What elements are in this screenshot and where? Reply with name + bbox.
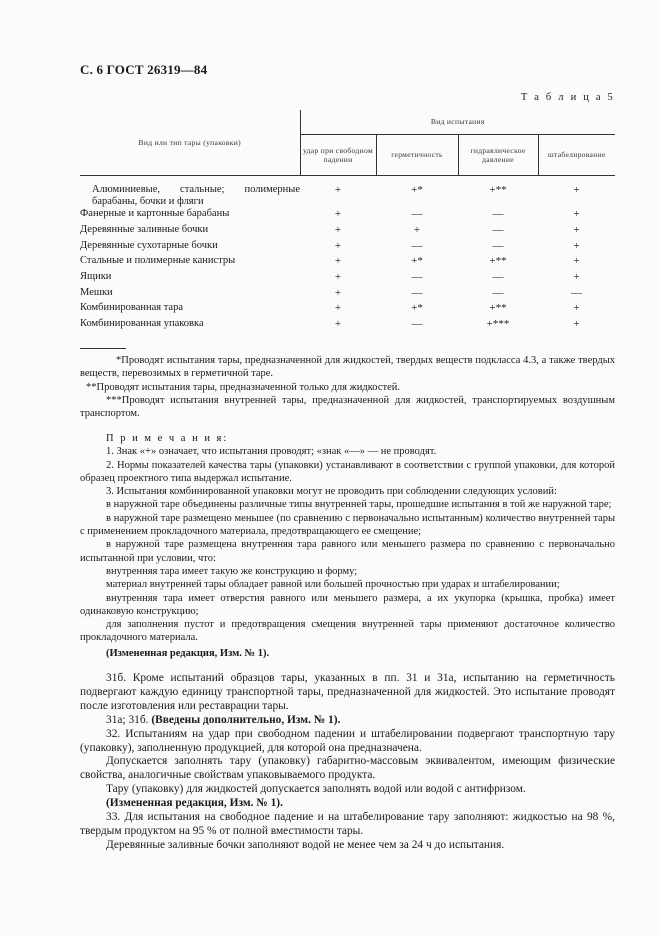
notes-amendment: (Измененная редакция, Изм. № 1).: [106, 647, 270, 659]
table-row: [80, 224, 615, 240]
note-item: для заполнения пустот и предотвращения смещения внутренней тары применяют достаточное количество прокладочного материала.: [80, 619, 615, 644]
table-row: [80, 176, 615, 209]
footnote-2: **Проводят испытания тары, предназначенной только для жидкостей.: [86, 381, 400, 393]
page-header: С. 6 ГОСТ 26319—84: [80, 62, 208, 77]
paragraph-33b: Деревянные заливные бочки заполняют водой не менее чем за 24 ч до испытания.: [106, 838, 505, 851]
col-header-type: Вид или тип тары (упаковки): [80, 110, 300, 176]
note-item: в наружной таре размещено меньшее (по сравнению с первоначально испытанным) количество внутренней тары с применением прокладочного материала, предотвращающего ее смещение;: [80, 512, 615, 538]
note-item: в наружной таре объединены различные типы внутренней тары, прошедшие испытания в той же наружной таре;: [106, 499, 612, 511]
row-mark: +: [334, 223, 342, 236]
note-item: 2. Нормы показателей качества тары (упаковки) устанавливают в соответствии с группой упаковки, для которой образец проектного типа выдержал испытание.: [80, 459, 615, 484]
row-mark: +: [334, 255, 342, 268]
row-mark: +*: [411, 255, 423, 268]
row-name: Деревянные сухотарные бочки: [80, 239, 218, 251]
paragraph-32-amendment: (Измененная редакция, Изм. № 1).: [106, 797, 283, 810]
note-item: материал внутренней тары обладает равной или большей прочностью при ударах и штабелировании;: [106, 579, 560, 591]
test-table: [80, 110, 615, 334]
row-mark: +: [334, 317, 342, 330]
col-header-hydraulic: гидравлическое давление: [458, 135, 538, 176]
col-header-group: Вид испытания: [300, 110, 615, 135]
footnote-1: *Проводят испытания тары, предназначенной для жидкостей, твердых веществ подкласса 4.3, а также твердых веществ, перевозимых в герметичной таре.: [80, 355, 615, 380]
table-row: [80, 318, 615, 334]
row-name: Фанерные и картонные барабаны: [80, 208, 230, 220]
row-name: Деревянные заливные бочки: [80, 223, 209, 235]
note-item: в наружной таре размещена внутренняя тара равного или меньшего размера по сравнению с первоначально испытанной при условии, что:: [80, 539, 615, 564]
row-mark: —: [492, 208, 504, 221]
note-item: внутренняя тара имеет такую же конструкцию и форму;: [106, 565, 358, 577]
notes-title: П р и м е ч а н и я:: [106, 433, 229, 444]
row-mark: —: [411, 208, 423, 221]
row-mark: +: [573, 239, 580, 252]
row-mark: +: [573, 208, 580, 221]
row-mark: —: [492, 223, 504, 236]
row-mark: +: [334, 270, 342, 283]
row-mark: +**: [489, 184, 507, 196]
note-item: 1. Знак «+» означает, что испытания проводят; «знак «—» — не проводят.: [106, 446, 437, 458]
row-mark: +: [573, 184, 580, 196]
row-mark: +**: [489, 302, 507, 315]
row-name: Стальные и полимерные канистры: [80, 255, 236, 267]
col-header-drop: удар при свободном падении: [300, 135, 376, 176]
row-mark: +: [573, 223, 580, 236]
row-mark: +*: [411, 302, 423, 315]
paragraph-32b: Допускается заполнять тару (упаковку) габаритно-массовым эквивалентом, имеющим физические свойства, аналогичные свойствам упаковываемого продукта.: [80, 755, 615, 782]
row-name: Алюминиевые, стальные; полимерные барабаны, бочки и фляги: [92, 184, 300, 208]
footnote-divider: [80, 348, 126, 349]
table-row: [80, 271, 615, 287]
row-mark: +**: [489, 255, 507, 268]
paragraph-31ab-prefix: 31а; 31б.: [106, 713, 149, 726]
row-mark: +*: [411, 184, 423, 196]
notes: [80, 432, 615, 660]
table-title: Т а б л и ц а 5: [520, 92, 615, 103]
footnote-3: ***Проводят испытания внутренней тары, предназначенной для жидкостей, транспортируемых воздушным транспортом.: [80, 394, 615, 420]
row-mark: +: [334, 184, 342, 196]
row-mark: —: [411, 239, 423, 252]
row-mark: +: [334, 239, 342, 252]
row-mark: +: [334, 286, 342, 299]
col-header-leak: герметичность: [376, 135, 458, 176]
row-mark: +: [573, 302, 580, 315]
paragraph-31b: 31б. Кроме испытаний образцов тары, указанных в пп. 31 и 31а, испытанию на герметичность подвергают каждую единицу транспортной тары, предназначенной для жидкостей. Это испытание проводят после изготовления или реставрации тары.: [80, 672, 615, 712]
row-mark: +: [573, 270, 580, 283]
row-mark: +: [334, 208, 342, 221]
row-name: Комбинированная упаковка: [80, 317, 204, 329]
row-mark: —: [411, 286, 423, 299]
row-mark: —: [411, 317, 423, 330]
row-mark: —: [571, 286, 582, 299]
note-item: внутренняя тара имеет отверстия равного или меньшего размера, а их укупорка (крышка, пробка) имеет одинаковую конструкцию;: [80, 592, 615, 617]
row-mark: +: [573, 317, 580, 330]
row-mark: +: [573, 255, 580, 268]
table-row: [80, 240, 615, 256]
row-mark: —: [411, 270, 423, 283]
paragraph-32: 32. Испытаниям на удар при свободном падении и штабелировании подвергают транспортную тару (упаковку), заполненную продукцией, для которой она предназначена.: [80, 727, 615, 754]
col-header-stacking: штабелирование: [538, 135, 615, 176]
paragraph-31ab: [80, 714, 615, 728]
table-row: [80, 302, 615, 318]
row-mark: +***: [486, 317, 510, 330]
paragraph-31ab-amendment: (Введены дополнительно, Изм. № 1).: [151, 713, 341, 726]
row-mark: —: [492, 270, 504, 283]
table-row: [80, 255, 615, 271]
footnotes: [80, 354, 615, 420]
row-name: Мешки: [80, 286, 113, 298]
row-mark: +: [413, 223, 421, 236]
table-row: [80, 287, 615, 303]
table-row: [80, 208, 615, 224]
row-name: Ящики: [80, 270, 112, 282]
row-mark: —: [492, 286, 504, 299]
row-mark: —: [492, 239, 504, 252]
note-item: 3. Испытания комбинированной упаковки могут не проводить при соблюдении следующих условий:: [106, 486, 557, 498]
paragraph-33: 33. Для испытания на свободное падение и на штабелирование тару заполняют: жидкостью на 98 %, твердым продуктом на 95 % от полной вместимости тары.: [80, 811, 615, 837]
row-mark: +: [334, 302, 342, 315]
main-text: [80, 672, 615, 853]
paragraph-32c: Тару (упаковку) для жидкостей допускается заполнять водой или водой с антифризом.: [106, 783, 526, 796]
row-name: Комбинированная тара: [80, 302, 183, 314]
